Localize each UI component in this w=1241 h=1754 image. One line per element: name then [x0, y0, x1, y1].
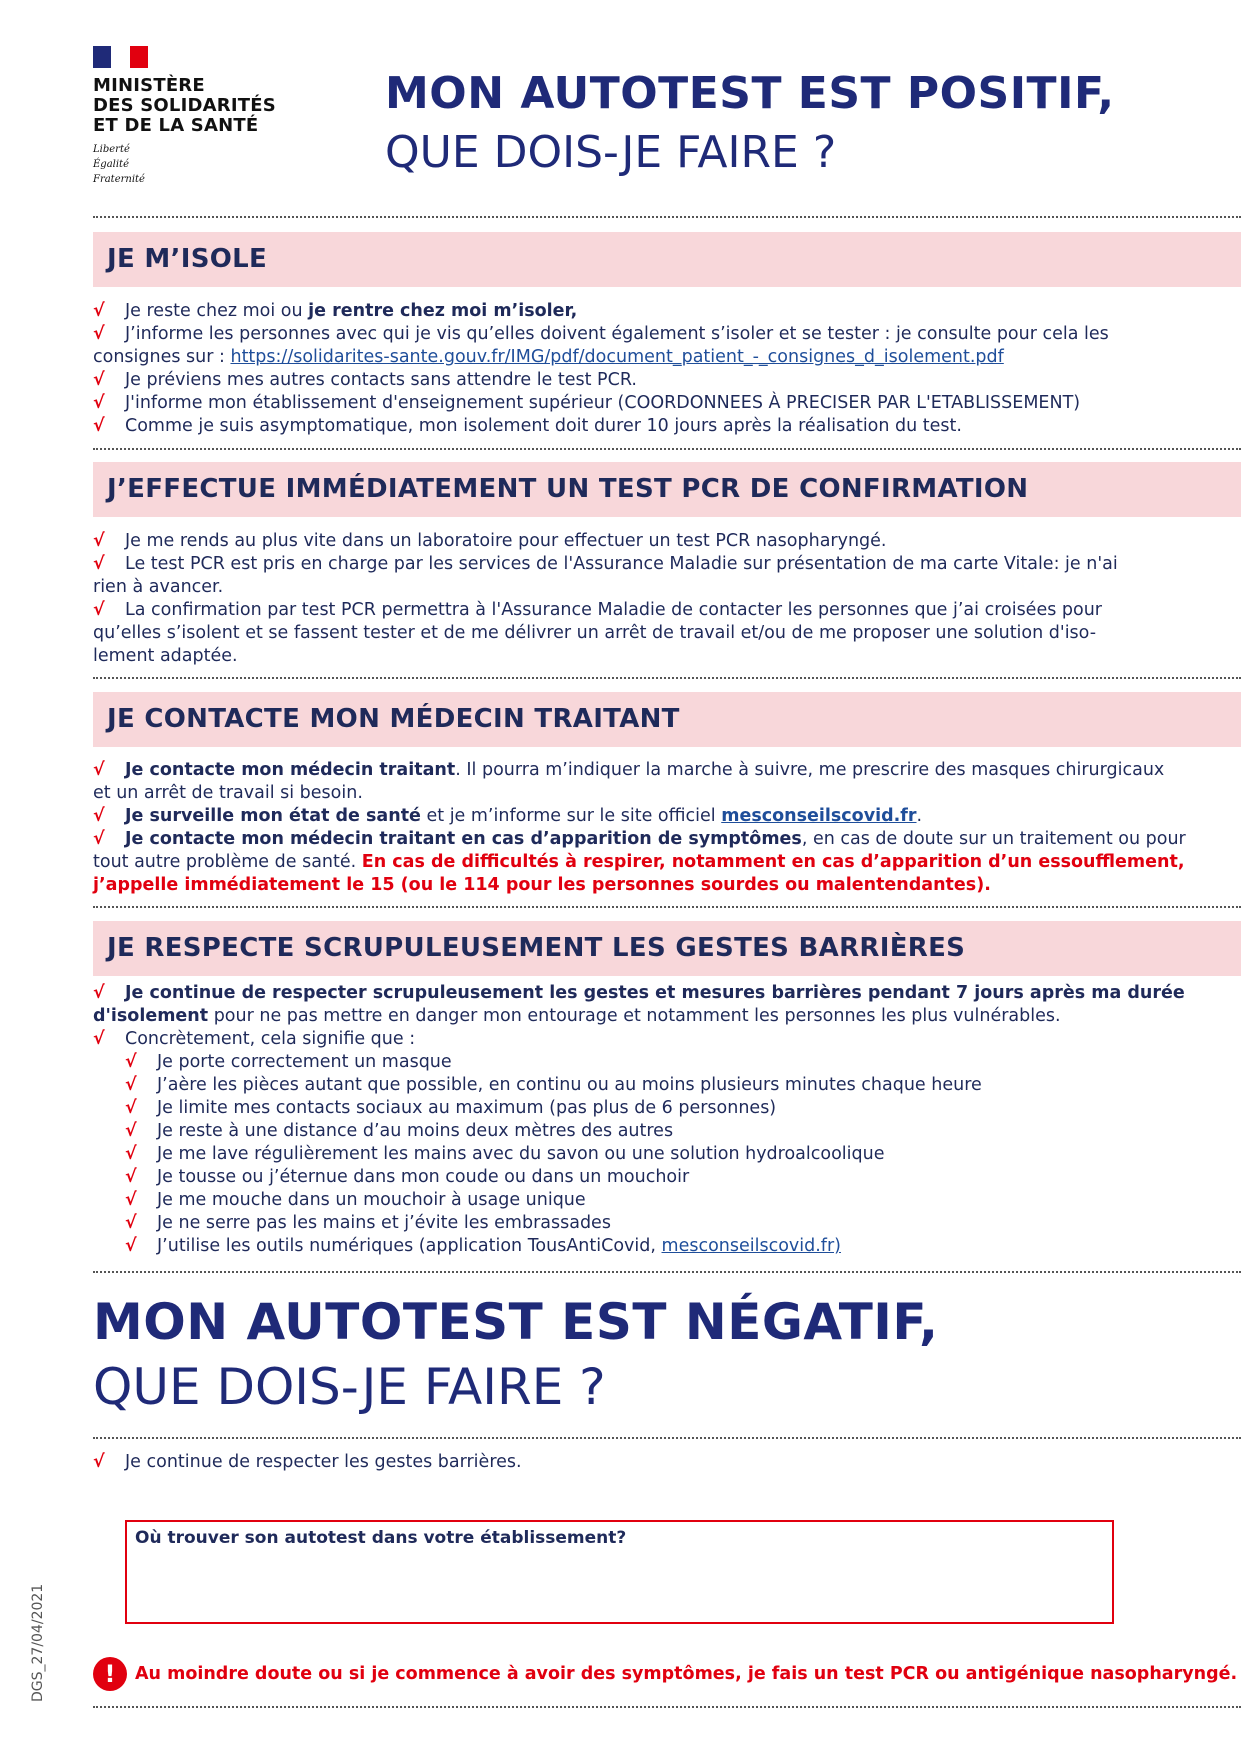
- text: Comme je suis asymptomatique, mon isolement doit durer 10 jours après la réalisation du test.: [125, 416, 962, 436]
- divider: [93, 1271, 1241, 1273]
- mesconseilscovid-link[interactable]: mesconseilscovid.fr): [661, 1236, 841, 1256]
- text: qu’elles s’isolent et se fassent tester et de me délivrer un arrêt de travail et/ou de me proposer une solution d'iso-: [93, 623, 1097, 643]
- list-item-continuation: [93, 622, 1148, 645]
- text-bold: je rentre chez moi m’isoler,: [308, 301, 578, 321]
- list-item: [93, 759, 1165, 782]
- check-icon: √: [125, 1167, 137, 1187]
- list-item: [93, 323, 1148, 346]
- text: Je reste chez moi ou: [125, 301, 309, 321]
- text: Je préviens mes autres contacts sans attendre le test PCR.: [125, 370, 637, 390]
- ministry-line: ET DE LA SANTÉ: [93, 115, 259, 136]
- text: .: [916, 806, 923, 826]
- list-item: [93, 369, 1148, 392]
- list-item: [93, 805, 1148, 828]
- text: Je continue de respecter les gestes barrières.: [125, 1452, 522, 1472]
- text: pour ne pas mettre en danger mon entourage et notamment les personnes les plus vulnérables.: [208, 1006, 1061, 1026]
- check-icon: √: [93, 416, 105, 436]
- mesconseilscovid-link[interactable]: mesconseilscovid.fr: [721, 806, 917, 826]
- alert-text: Au moindre doute ou si je commence à avoir des symptômes, je fais un test PCR ou antigénique nasopharyngé.: [135, 1664, 1238, 1684]
- check-icon: √: [93, 829, 105, 849]
- divider: [93, 906, 1241, 908]
- check-icon: √: [93, 600, 105, 620]
- check-icon: √: [125, 1052, 137, 1072]
- motto-line: Égalité: [93, 159, 129, 170]
- text: Je ne serre pas les mains et j’évite les embrassades: [157, 1213, 611, 1233]
- check-icon: √: [125, 1190, 137, 1210]
- list-item: [93, 392, 1148, 415]
- text: Je tousse ou j’éternue dans mon coude ou dans un mouchoir: [157, 1167, 690, 1187]
- text: J’utilise les outils numériques (application TousAntiCovid,: [157, 1236, 662, 1256]
- text: , en cas de doute sur un traitement ou pour: [801, 829, 1186, 849]
- ministry-logo: [93, 46, 276, 187]
- text: consignes sur :: [93, 347, 231, 367]
- text-bold: Je surveille mon état de santé: [125, 806, 421, 826]
- check-icon: √: [93, 301, 105, 321]
- check-icon: √: [125, 1098, 137, 1118]
- list-item: [93, 300, 1148, 323]
- check-icon: √: [93, 806, 105, 826]
- warning-text: j’appelle immédiatement le 15 (ou le 114 pour les personnes sourdes ou malentendantes).: [93, 875, 991, 895]
- list-item-continuation: [93, 346, 1148, 369]
- exclamation-icon: !: [93, 1657, 127, 1691]
- sub-list-item: [93, 1074, 1148, 1097]
- text: Je porte correctement un masque: [157, 1052, 452, 1072]
- check-icon: √: [93, 531, 105, 551]
- text: Le test PCR est pris en charge par les services de l'Assurance Maladie sur présentation de ma carte Vitale: je n'ai: [125, 554, 1118, 574]
- document-reference: DGS_27/04/2021: [30, 1583, 46, 1702]
- list-item-continuation: [93, 851, 1185, 874]
- section-heading-text: JE CONTACTE MON MÉDECIN TRAITANT: [107, 704, 680, 734]
- section-isolation-body: [93, 300, 1148, 438]
- sub-list-item: [93, 1097, 1148, 1120]
- check-icon: √: [125, 1236, 137, 1256]
- motto-line: Fraternité: [93, 174, 145, 185]
- sub-list-item: [93, 1143, 1148, 1166]
- list-item: [93, 530, 1148, 553]
- section-heading-pcr-test: [93, 462, 1241, 517]
- page-title: [385, 65, 1185, 183]
- alert-notice: [93, 1657, 1237, 1691]
- text: et un arrêt de travail si besoin.: [93, 783, 363, 803]
- sub-list-item: [93, 1189, 1148, 1212]
- sub-list-item: [93, 1212, 1148, 1235]
- sub-list-item: [93, 1235, 1148, 1258]
- text-bold: Je contacte mon médecin traitant: [125, 760, 456, 780]
- republic-motto: [93, 142, 276, 187]
- negative-title: [93, 1290, 939, 1420]
- text: J'informe mon établissement d'enseignement supérieur (COORDONNEES À PRECISER PAR L'ETABLISSEMENT): [125, 393, 1081, 413]
- box-label: Où trouver son autotest dans votre établissement?: [135, 1528, 627, 1548]
- list-item-continuation: [93, 576, 1148, 599]
- divider: [93, 448, 1241, 450]
- text: Je me lave régulièrement les mains avec du savon ou une solution hydroalcoolique: [157, 1144, 885, 1164]
- check-icon: √: [125, 1213, 137, 1233]
- section-heading-isolation: [93, 232, 1241, 287]
- section-doctor-body: [93, 759, 1186, 897]
- text: tout autre problème de santé.: [93, 852, 362, 872]
- text-bold: Je contacte mon médecin traitant en cas d’apparition de symptômes: [125, 829, 802, 849]
- text-bold: Je continue de respecter scrupuleusement les gestes et mesures barrières pendant 7 jours après ma durée: [125, 983, 1185, 1003]
- warning-text: En cas de difficultés à respirer, notamment en cas d’apparition d’un essoufflement,: [361, 852, 1185, 872]
- section-heading-text: JE RESPECTE SCRUPULEUSEMENT LES GESTES BARRIÈRES: [107, 933, 966, 963]
- divider: [93, 677, 1241, 679]
- flag-icon: [93, 46, 148, 68]
- title-bold: MON AUTOTEST EST POSITIF,: [385, 68, 1115, 119]
- title-light: QUE DOIS-JE FAIRE ?: [385, 127, 837, 178]
- list-item-continuation: [93, 1005, 1148, 1028]
- ministry-line: MINISTÈRE: [93, 75, 205, 96]
- list-item: [93, 982, 1185, 1005]
- section-barrier-body: [93, 982, 1185, 1258]
- check-icon: √: [125, 1144, 137, 1164]
- check-icon: √: [93, 370, 105, 390]
- sub-list-item: [93, 1166, 1148, 1189]
- text: J’aère les pièces autant que possible, en continu ou au moins plusieurs minutes chaque heure: [157, 1075, 982, 1095]
- list-item: [93, 553, 1148, 576]
- list-item: [93, 1451, 1148, 1474]
- motto-line: Liberté: [93, 144, 130, 155]
- autotest-location-box: [125, 1520, 1114, 1624]
- title-bold: MON AUTOTEST EST NÉGATIF,: [93, 1293, 939, 1351]
- check-icon: √: [93, 393, 105, 413]
- ministry-line: DES SOLIDARITÉS: [93, 95, 276, 116]
- ministry-name: [93, 76, 276, 136]
- text: Je me mouche dans un mouchoir à usage unique: [157, 1190, 586, 1210]
- divider: [93, 1437, 1241, 1439]
- text: J’informe les personnes avec qui je vis qu’elles doivent également s’isoler et se tester : je consulte pour cela les: [125, 324, 1109, 344]
- text: Concrètement, cela signifie que :: [125, 1029, 416, 1049]
- section-pcr-body: [93, 530, 1148, 668]
- check-icon: √: [93, 760, 105, 780]
- text: lement adaptée.: [93, 646, 238, 666]
- check-icon: √: [93, 983, 105, 1003]
- text: La confirmation par test PCR permettra à l'Assurance Maladie de contacter les personnes que j’ai croisées pour: [125, 600, 1103, 620]
- divider: [93, 1706, 1241, 1708]
- text: rien à avancer.: [93, 577, 224, 597]
- list-item-continuation: [93, 645, 1148, 668]
- title-light: QUE DOIS-JE FAIRE ?: [93, 1358, 606, 1416]
- list-item: [93, 828, 1186, 851]
- divider: [93, 216, 1241, 218]
- list-item-continuation: [93, 874, 1148, 897]
- check-icon: √: [93, 1452, 105, 1472]
- check-icon: √: [93, 554, 105, 574]
- text: Je me rends au plus vite dans un laboratoire pour effectuer un test PCR nasopharyngé.: [125, 531, 887, 551]
- section-heading-doctor: [93, 692, 1241, 747]
- section-heading-text: JE M’ISOLE: [107, 244, 268, 274]
- isolation-guidelines-link[interactable]: https://solidarites-sante.gouv.fr/IMG/pdf/document_patient_-_consignes_d_isolement.pdf: [230, 347, 1004, 367]
- list-item: [93, 599, 1148, 622]
- section-heading-barrier-gestures: [93, 921, 1241, 976]
- text: Je limite mes contacts sociaux au maximum (pas plus de 6 personnes): [157, 1098, 777, 1118]
- list-item: [93, 1028, 1148, 1051]
- check-icon: √: [93, 324, 105, 344]
- text-bold: d'isolement: [93, 1006, 209, 1026]
- check-icon: √: [125, 1121, 137, 1141]
- text: Je reste à une distance d’au moins deux mètres des autres: [157, 1121, 674, 1141]
- sub-list-item: [93, 1120, 1148, 1143]
- list-item-continuation: [93, 782, 1148, 805]
- text: et je m’informe sur le site officiel: [420, 806, 722, 826]
- check-icon: √: [93, 1029, 105, 1049]
- text: . Il pourra m’indiquer la marche à suivre, me prescrire des masques chirurgicaux: [455, 760, 1165, 780]
- section-heading-text: J’EFFECTUE IMMÉDIATEMENT UN TEST PCR DE CONFIRMATION: [107, 474, 1029, 504]
- sub-list-item: [93, 1051, 1148, 1074]
- list-item: [93, 415, 1148, 438]
- check-icon: √: [125, 1075, 137, 1095]
- negative-body: [93, 1451, 1148, 1474]
